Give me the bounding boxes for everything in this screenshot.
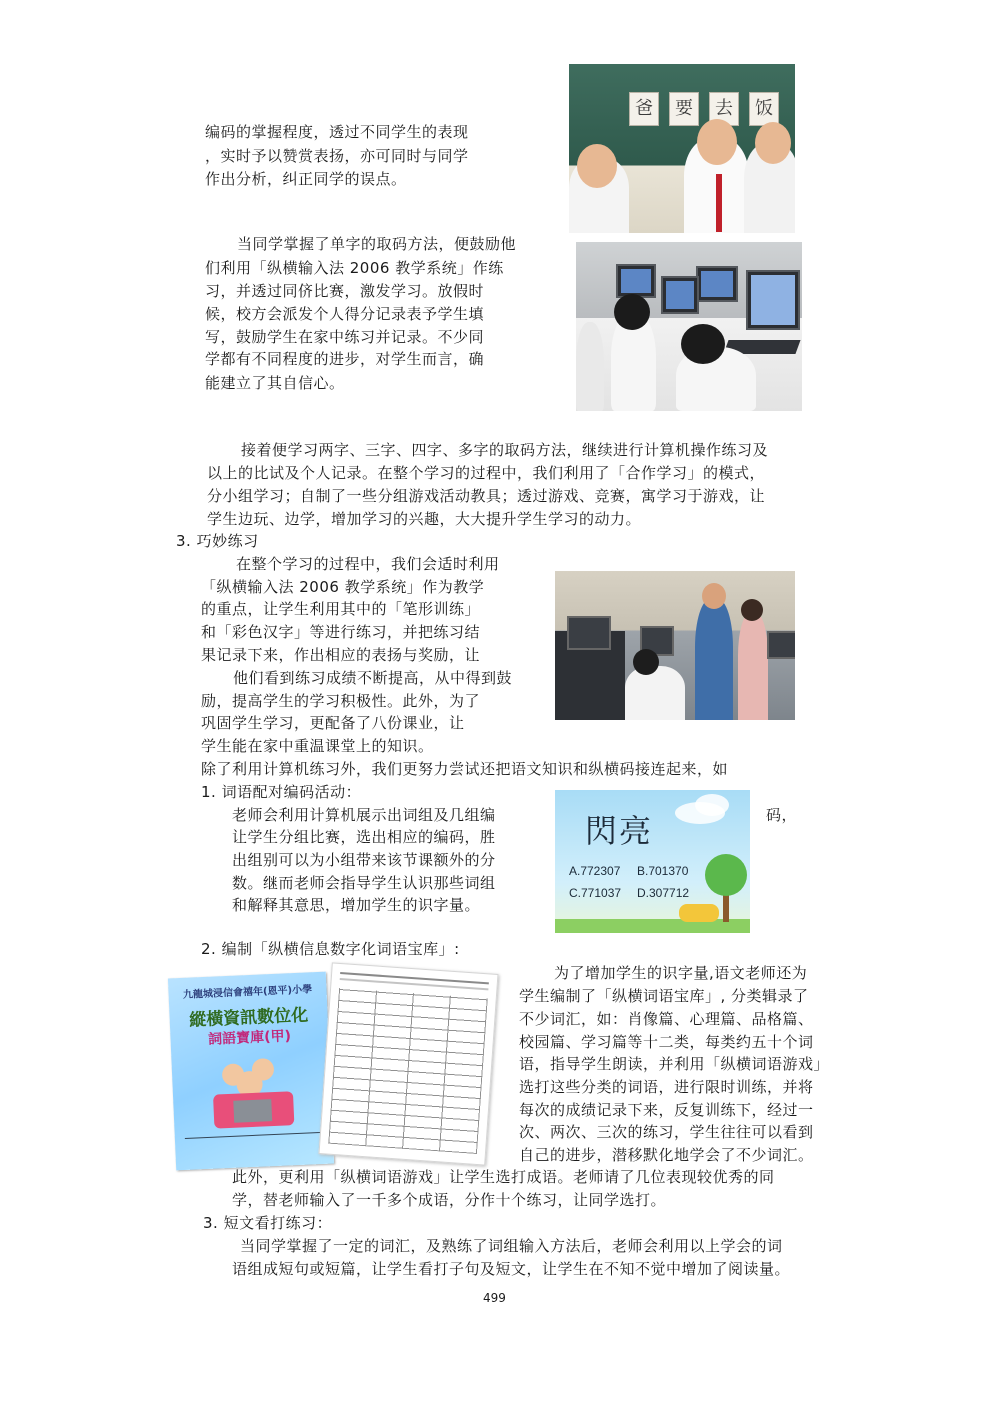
item-3-heading: 3. 短文看打练习： [203,1214,333,1232]
text-line: 以上的比试及个人记录。在整个学习的过程中，我们利用了「合作学习」的模式， [207,464,766,482]
text-line: 学生能在家中重温课堂上的知识。 [201,737,434,755]
tree-icon [705,854,747,896]
computer-illustration [233,1099,272,1123]
monitor [567,616,611,650]
text-line: 学生边玩、边学，增加学习的兴趣，大大提升学生学习的动力。 [207,510,642,528]
text-line: 自己的进步，潜移默化地学会了不少词汇。 [519,1146,814,1164]
text-line: 「纵横输入法 2006 教学系统」作为教学 [201,578,485,596]
text-line: 数。继而老师会指导学生认识那些词组 [232,874,496,892]
text-line: 语，指导学生朗读，并利用「纵横词语游戏」 [519,1055,830,1073]
monitor [767,631,795,659]
sheet-table-grid [328,988,488,1154]
student-head [633,649,659,675]
adult-head [741,599,763,621]
text-line: ，实时予以赞赏表扬，亦可同时与同学 [205,147,469,165]
student-head [697,119,737,165]
section-heading: 3. 巧妙练习 [176,532,259,550]
item-2-heading: 2. 编制「纵横信息数字化词语宝库」: [201,940,460,958]
text-line: 和解释其意思，增加学生的识字量。 [232,896,481,914]
text-line: 的重点，让学生利用其中的「笔形训练」 [201,600,481,618]
text-line: 选打这些分类的词语，进行限时训练，并将 [519,1078,814,1096]
board-card: 要 [669,92,699,126]
adult-figure [738,613,768,720]
text-line: 次、两次、三次的练习，学生往往可以看到 [519,1123,814,1141]
grass-strip [555,919,750,933]
name-line [185,1132,323,1139]
text-line: 为了增加学生的识字量,语文老师还为 [554,964,808,982]
quiz-option: D.307712 [637,886,690,900]
quiz-option: C.771037 [569,886,622,900]
board-card: 饭 [749,92,779,126]
text-line: 不少词汇，如：肖像篇、心理篇、品格篇、 [519,1010,814,1028]
teacher-head [702,583,726,609]
teacher-figure [695,599,733,720]
text-line: 每次的成绩记录下来，反复训练下，经过一 [519,1101,814,1119]
student-head [614,294,650,330]
board-card: 去 [709,92,739,126]
text-line: 巩固学生学习，更配备了八份课业，让 [201,714,465,732]
text-line: 写，鼓励学生在家中练习并记录。不少同 [205,328,485,346]
text-line: 能建立了其自信心。 [205,374,345,392]
monitor [696,266,738,302]
cover-school-name: 九龍城浸信會禧年(恩平)小學 [182,984,313,1001]
student-figure [625,666,685,720]
text-line: 语组成短句或短篇，让学生看打子句及短文，让学生在不知不觉中增加了阅读量。 [232,1260,791,1278]
text-line: 码， [766,806,798,824]
cover-title: 縱橫資訊數位化 [188,1005,309,1031]
student-head [755,122,791,164]
monitor [616,264,656,298]
competition-photo [555,571,795,720]
student-head [681,324,725,364]
student-figure [576,322,604,411]
quiz-option: A.772307 [569,864,621,878]
text-line: 作出分析，纠正同学的误点。 [205,170,407,188]
word-list-sheet-image [319,962,499,1165]
page-number: 499 [483,1291,506,1305]
quiz-option: B.701370 [637,864,689,878]
booklet-cover-image [168,972,334,1171]
text-line: 学，替老师输入了一千多个成语，分作十个练习，让同学选打。 [232,1191,667,1209]
text-line: 出组别可以为小组带来该节课额外的分 [232,851,496,869]
bus-icon [679,904,719,922]
text-line: 当同学掌握了单字的取码方法，便鼓励他 [237,235,517,253]
text-line: 学都有不同程度的进步，对学生而言，确 [205,350,485,368]
student-head [577,144,617,188]
text-line: 在整个学习的过程中，我们会适时利用 [236,555,500,573]
monitor [746,270,800,330]
text-line: 果记录下来，作出相应的表扬与奖励，让 [201,646,481,664]
classroom-board-photo [569,64,795,233]
text-line: 编码的掌握程度，透过不同学生的表现 [205,123,469,141]
text-line: 分小组学习；自制了一些分组游戏活动教具；透过游戏、竞赛，寓学习于游戏，让 [207,487,766,505]
cover-subtitle: 詞語寶庫(甲) [207,1028,292,1048]
text-line: 他们看到练习成绩不断提高，从中得到鼓 [233,669,513,687]
text-line: 当同学掌握了一定的词汇，及熟练了词组输入方法后，老师会利用以上学会的词 [240,1237,783,1255]
text-line: 此外，更利用「纵横词语游戏」让学生选打成语。老师请了几位表现较优秀的同 [232,1168,775,1186]
cloud-shape [695,794,729,816]
board-card: 爸 [629,92,659,126]
text-line: 接着便学习两字、三字、四字、多字的取码方法，继续进行计算机操作练习及 [241,441,769,459]
text-line: 和「彩色汉字」等进行练习，并把练习结 [201,623,481,641]
text-line: 励，提高学生的学习积极性。此外，为了 [201,692,481,710]
text-line: 习，并透过同侪比赛，激发学习。放假时 [205,282,485,300]
text-line: 让学生分组比赛，选出相应的编码，胜 [232,828,496,846]
word-quiz-image [555,790,750,933]
paragraph-5: 除了利用计算机练习外，我们更努力尝试还把语文知识和纵横码接连起来，如 [201,760,729,778]
text-line: 校园篇、学习篇等十二类，每类约五十个词 [519,1033,814,1051]
item-1-heading: 1. 词语配对编码活动： [201,783,362,801]
text-line: 学生编制了「纵横词语宝库」, 分类辑录了 [519,987,809,1005]
text-line: 老师会利用计算机展示出词组及几组编 [232,806,496,824]
red-tie [716,174,722,232]
monitor [661,276,699,314]
quiz-word: 閃亮 [585,812,654,850]
text-line: 们利用「纵横输入法 2006 教学系统」作练 [205,259,504,277]
text-line: 候，校方会派发个人得分记录表予学生填 [205,305,485,323]
computer-lab-photo [576,242,802,411]
